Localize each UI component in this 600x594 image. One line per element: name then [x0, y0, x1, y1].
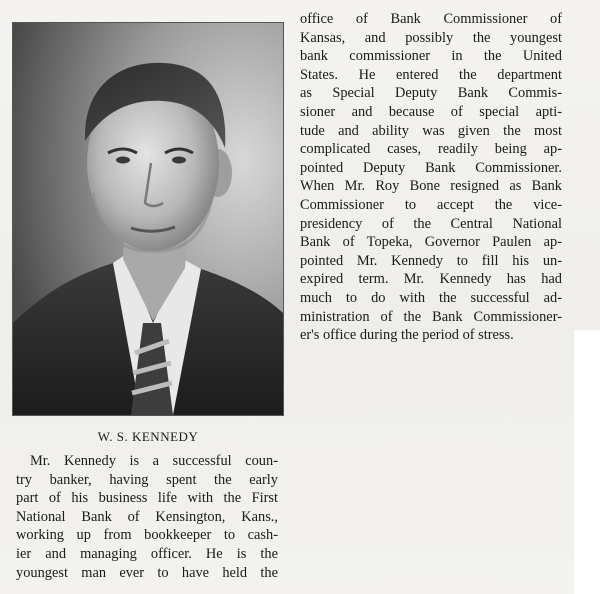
- text-line: office of Bank Commissioner of: [300, 11, 562, 27]
- left-text-column: [16, 452, 278, 582]
- text-line: youngest man ever to have held the: [16, 564, 278, 581]
- text-line: working up from bookkeeper to cash-: [16, 527, 278, 544]
- text-line: bank commissioner in the United: [300, 48, 562, 65]
- text-line: When Mr. Roy Bone resigned as Bank: [300, 178, 562, 195]
- text-line: sioner and because of special apti-: [300, 103, 562, 120]
- text-line: Bank of Topeka, Governor Paulen ap-: [300, 234, 562, 251]
- text-line: States. He entered the department: [300, 66, 562, 83]
- text-line: Commissioner to accept the vice-: [300, 196, 562, 213]
- text-line: er's office during the period of stress.: [300, 327, 514, 344]
- text-line: pointed Mr. Kennedy to fill his un-: [300, 252, 562, 269]
- page-margin-blank: [574, 330, 600, 594]
- text-line: as Special Deputy Bank Commis-: [300, 85, 562, 102]
- text-line: complicated cases, readily being ap-: [300, 141, 562, 158]
- portrait-illustration: [13, 23, 283, 415]
- text-line: ier and managing officer. He is the: [16, 545, 278, 562]
- portrait-photo: [12, 22, 284, 416]
- text-line: ministration of the Bank Commissioner-: [300, 308, 562, 325]
- right-text-column: [300, 10, 562, 345]
- text-line: pointed Deputy Bank Commissioner.: [300, 159, 562, 176]
- text-line: Mr. Kennedy is a successful coun-: [30, 453, 278, 469]
- text-line: much to do with the successful ad-: [300, 289, 562, 306]
- text-line: tude and ability was given the most: [300, 122, 562, 139]
- text-line: try banker, having spent the early: [16, 471, 278, 488]
- text-line: National Bank of Kensington, Kans.,: [16, 508, 278, 525]
- text-line: presidency of the Central National: [300, 215, 562, 232]
- text-line: part of his business life with the First: [16, 490, 278, 507]
- text-line: Kansas, and possibly the youngest: [300, 29, 562, 46]
- text-line: expired term. Mr. Kennedy has had: [300, 271, 562, 288]
- photo-caption: W. S. KENNEDY: [97, 429, 199, 444]
